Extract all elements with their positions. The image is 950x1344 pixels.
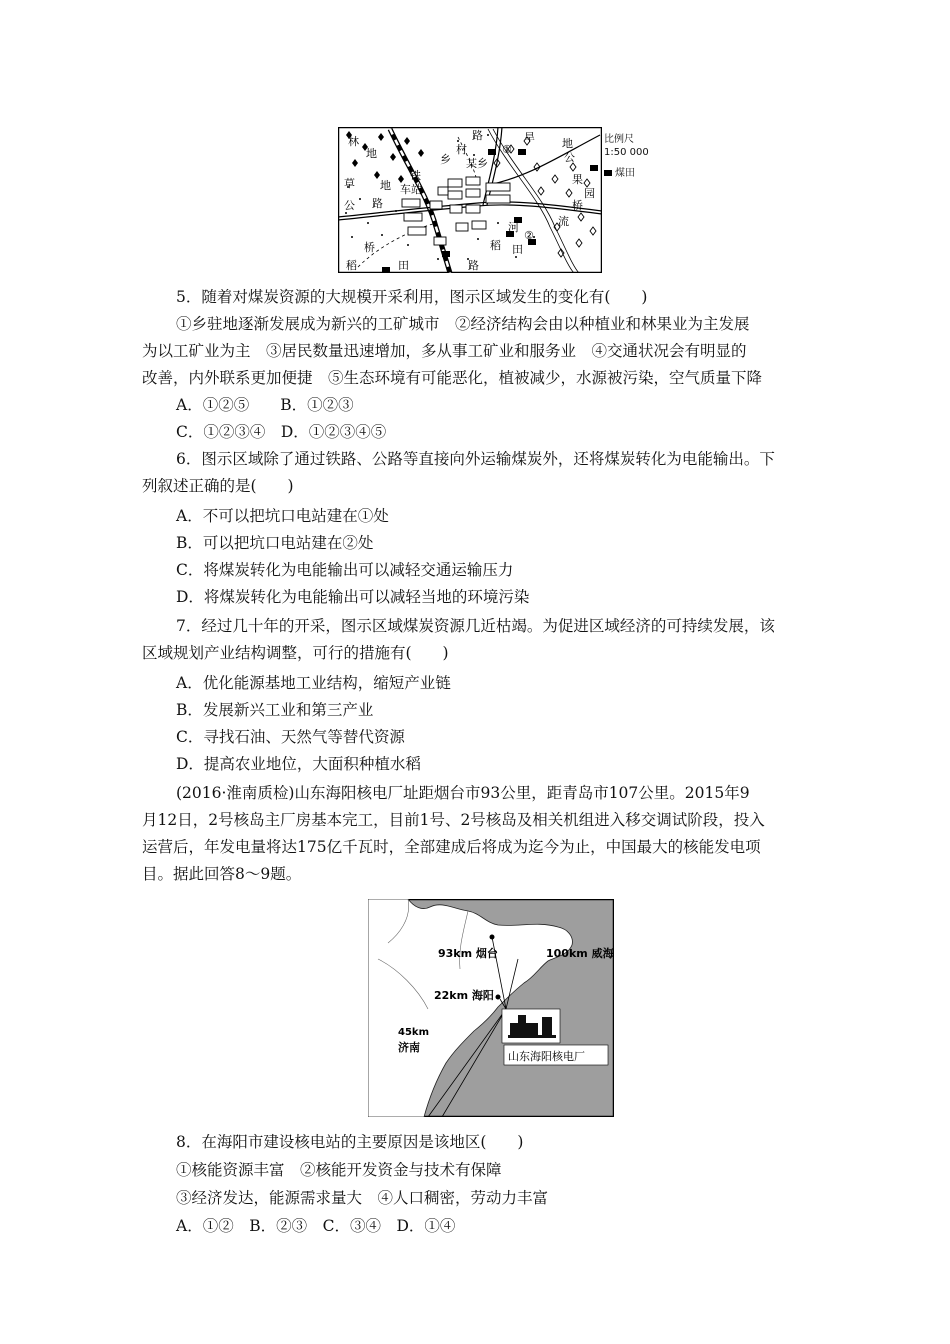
q6-choice-b: B．可以把坑口电站建在②处: [176, 534, 374, 552]
label-mouxiang: 某乡: [466, 157, 488, 170]
question-7-stem-cont: 区域规划产业结构调整，可行的措施有( ): [142, 644, 449, 662]
legend-coal-label: 煤田: [615, 168, 635, 179]
label-gong: 公: [564, 151, 575, 164]
question-6-stem: 6．图示区域除了通过铁路、公路等直接向外运输煤炭外，还将煤炭转化为电能输出。下: [176, 450, 775, 468]
coal-legend-icon: [604, 170, 612, 176]
label-cun: 村: [456, 143, 467, 156]
label-lu3: 路: [468, 259, 479, 272]
label-jinan-distance: 45km: [398, 1027, 429, 1038]
label-qiao: 桥: [572, 199, 583, 212]
label-di: 地: [366, 147, 377, 160]
label-qiao2: 桥: [364, 241, 375, 254]
question-7-stem: 7．经过几十年的开采，图示区域煤炭资源几近枯竭。为促进区域经济的可持续发展，该: [176, 617, 775, 635]
label-site-2: ②: [524, 229, 534, 242]
legend-coal: [604, 167, 649, 180]
q6-choice-a: A．不可以把坑口电站建在①处: [176, 507, 389, 525]
label-yuan: 园: [584, 187, 595, 200]
haiyang-nuclear-map: [368, 899, 614, 1117]
label-tian: 田: [512, 243, 523, 256]
scale-value: 1:50 000: [604, 147, 649, 158]
passage-line-3: 运营后，年发电量将达175亿千瓦时，全部建成后将成为迄今为止，中国最大的核能发电项: [142, 838, 761, 856]
q7-choice-a: A．优化能源基地工业结构，缩短产业链: [176, 674, 451, 692]
q5-option-text-3: 改善，内外联系更加便捷 ⑤生态环境有可能恶化，植被减少，水源被污染，空气质量下降: [142, 369, 763, 387]
question-8-stem: 8．在海阳市建设核电站的主要原因是该地区( ): [176, 1133, 524, 1151]
label-haiyang: 22km 海阳: [434, 989, 494, 1002]
label-weihai: 100km 威海: [546, 947, 614, 960]
map1-scale-legend: [604, 133, 649, 180]
coal-area-map: [338, 127, 602, 273]
q7-choice-c: C．寻找石油、天然气等替代资源: [176, 728, 405, 746]
q5-choices-cd: C．①②③④ D．①②③④⑤: [176, 423, 387, 441]
label-tian2: 田: [398, 259, 409, 272]
label-station: 车站: [400, 183, 422, 196]
label-lu: 路: [472, 129, 483, 142]
scale-title: 比例尺: [604, 134, 634, 145]
q5-choices-ab: A．①②⑤ B．①②③: [176, 396, 354, 414]
label-gong2: 公: [344, 199, 355, 212]
q7-choice-b: B．发展新兴工业和第三产业: [176, 701, 374, 719]
label-xiang: 乡: [440, 153, 451, 166]
label-guo: 果: [572, 173, 583, 186]
question-5-stem: 5．随着对煤炭资源的大规模开采利用，图示区域发生的变化有( ): [176, 288, 648, 306]
label-dao2: 稻: [346, 259, 357, 272]
label-di3: 地: [380, 179, 391, 192]
label-he: 河: [508, 221, 519, 234]
label-lin: 林: [348, 135, 359, 148]
label-tie: 铁: [410, 169, 421, 182]
label-cao: 草: [344, 177, 355, 190]
plant-caption: 山东海阳核电厂: [508, 1050, 585, 1063]
q8-choices: A．①② B．②③ C．③④ D．①④: [176, 1217, 456, 1235]
q5-option-text-1: ①乡驻地逐渐发展成为新兴的工矿城市 ②经济结构会由以种植业和林果业为主发展: [176, 315, 750, 333]
q7-choice-d: D．提高农业地位，大面积种植水稻: [176, 755, 421, 773]
label-lu2: 路: [372, 197, 383, 210]
q6-choice-d: D．将煤炭转化为电能输出可以减轻当地的环境污染: [176, 588, 530, 606]
q6-choice-c: C．将煤炭转化为电能输出可以减轻交通运输压力: [176, 561, 514, 579]
label-dao: 稻: [490, 239, 501, 252]
q8-statement-1: ①核能资源丰富 ②核能开发资金与技术有保障: [176, 1161, 502, 1179]
label-di2: 地: [562, 137, 573, 150]
q8-statement-2: ③经济发达，能源需求量大 ④人口稠密，劳动力丰富: [176, 1189, 549, 1207]
label-jinan: 济南: [398, 1041, 420, 1054]
passage-line-1: (2016·淮南质检)山东海阳核电厂址距烟台市93公里，距青岛市107公里。2015年9: [176, 784, 750, 802]
question-6-stem-cont: 列叙述正确的是( ): [142, 477, 294, 495]
label-yantai: 93km 烟台: [438, 947, 498, 960]
label-han: 旱: [524, 131, 535, 144]
label-site-1: ①: [502, 143, 512, 156]
q5-option-text-2: 为以工矿业为主 ③居民数量迅速增加，多从事工矿业和服务业 ④交通状况会有明显的: [142, 342, 747, 360]
passage-line-4: 目。据此回答8～9题。: [142, 865, 302, 883]
passage-line-2: 月12日，2号核岛主厂房基本完工，目前1号、2号核岛及相关机组进入移交调试阶段，投入: [142, 811, 765, 829]
label-liu: 流: [558, 215, 569, 228]
